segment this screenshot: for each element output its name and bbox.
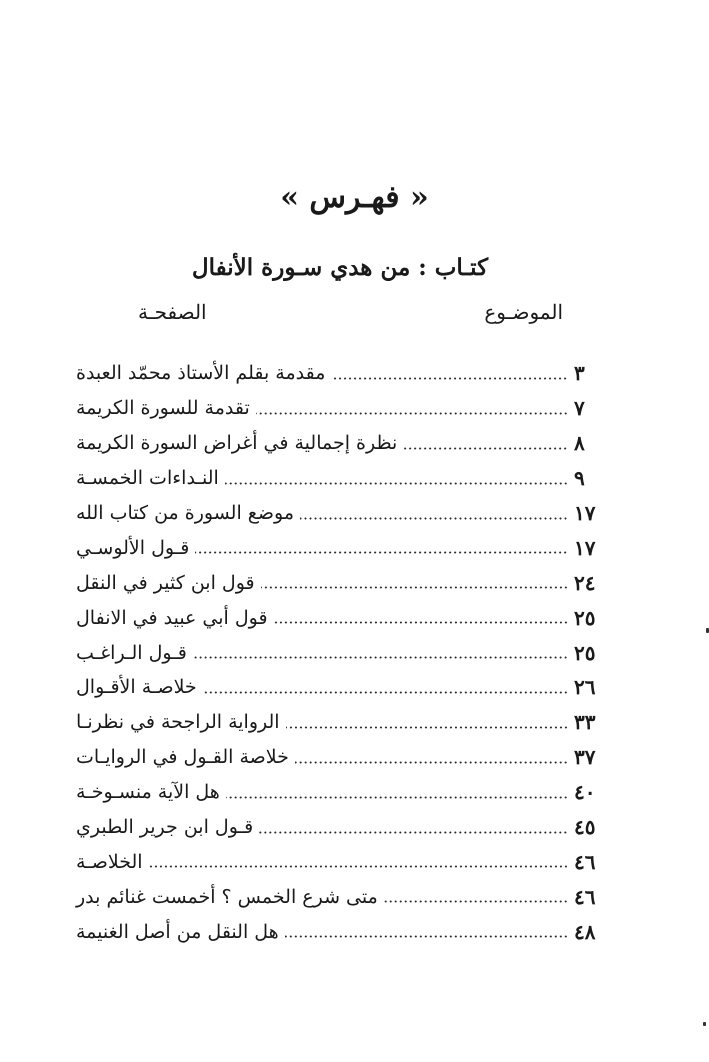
toc-entry-title: الرواية الراجحة في نظرنـا: [76, 711, 280, 734]
toc-entry-page-number: ٩: [574, 466, 585, 491]
toc-entry-page-number: ٢٤: [574, 570, 596, 595]
toc-entry: [76, 356, 614, 391]
dot-leader: [285, 935, 568, 938]
page-column-header: الصفحـة: [138, 300, 207, 324]
toc-entry: [76, 740, 614, 775]
dot-leader: [286, 726, 568, 729]
toc-entry-title: قول أبي عبيد في الانفال: [76, 606, 268, 629]
toc-entry-page-number: ٢٥: [574, 605, 596, 630]
toc-entry-title: النـداءات الخمسـة: [76, 467, 219, 490]
dot-leader: [225, 482, 568, 485]
toc-entry-page-number: ٤٠: [574, 780, 596, 805]
toc-entry: [76, 775, 614, 810]
toc-entry-title: تقدمة للسورة الكريمة: [76, 397, 250, 420]
toc-entry: [76, 461, 614, 496]
toc-entry: [76, 705, 614, 740]
toc-entry: [76, 530, 614, 565]
topic-column-header: الموضـوع: [484, 300, 563, 324]
toc-entry-page-number: ٤٥: [574, 815, 596, 840]
dot-leader: [149, 865, 568, 868]
toc-entry-title: قـول الألوسـي: [76, 536, 190, 559]
toc-entry-title: هل الآية منسـوخـة: [76, 781, 220, 804]
scan-speck: [703, 1022, 706, 1026]
dot-leader: [226, 796, 568, 799]
dot-leader: [384, 900, 568, 903]
toc-entry-page-number: ٨: [574, 431, 585, 456]
toc-entry: [76, 426, 614, 461]
toc-entry: [76, 565, 614, 600]
toc-entry-title: قول ابن كثير في النقل: [76, 571, 255, 594]
dot-leader: [195, 551, 568, 554]
toc-entry-page-number: ٤٦: [574, 849, 596, 874]
toc-entry-page-number: ٣: [574, 361, 585, 386]
toc-entry-page-number: ٢٦: [574, 675, 596, 700]
dot-leader: [300, 517, 568, 520]
dot-leader: [203, 691, 568, 694]
toc-entry: [76, 810, 614, 845]
toc-entry-page-number: ٤٦: [574, 884, 596, 909]
toc-entry: [76, 670, 614, 705]
toc-entry-title: قـول الـراغـب: [76, 641, 187, 664]
toc-entry-page-number: ١٧: [574, 501, 596, 525]
toc-entry-page-number: ٤٨: [574, 919, 596, 944]
dot-leader: [274, 621, 568, 624]
dot-leader: [295, 761, 568, 764]
toc-entry-title: متى شرع الخمس ؟ أخمست غنائم بدر: [76, 885, 378, 908]
book-title: كتـاب : من هدي سـورة الأنفال: [191, 254, 489, 281]
toc-entry-title: موضع السورة من كتاب الله: [76, 502, 294, 524]
toc-entry: [76, 391, 614, 426]
toc-entry-title: الخلاصـة: [76, 850, 143, 873]
toc-entry-title: خلاصة القـول في الروايـات: [76, 746, 289, 769]
toc-entry: [76, 635, 614, 670]
dot-leader: [403, 447, 568, 450]
toc-entry-title: قـول ابن جرير الطبري: [76, 816, 254, 839]
toc-entry-title: هل النقل من أصل الغنيمة: [76, 920, 279, 943]
dot-leader: [193, 656, 568, 659]
toc-entry: [76, 496, 614, 531]
dot-leader: [331, 377, 568, 380]
dot-leader: [256, 412, 568, 415]
dot-leader: [261, 586, 568, 589]
toc-entry-page-number: ٣٣: [574, 710, 596, 735]
toc-entry-title: نظرة إجمالية في أغراض السورة الكريمة: [76, 432, 398, 455]
dot-leader: [259, 831, 568, 834]
toc-entry: [76, 914, 614, 949]
table-of-contents: [76, 356, 614, 949]
toc-entry-page-number: ٧: [574, 396, 585, 421]
toc-entry: [76, 600, 614, 635]
toc-entry: [76, 844, 614, 879]
index-title: « فهـرس »: [280, 180, 429, 215]
toc-entry-page-number: ١٧: [574, 535, 596, 560]
toc-entry-title: خلاصـة الأقـوال: [76, 676, 197, 699]
toc-entry-title: مقدمة بقلم الأستاذ محمّد العبدة: [76, 362, 326, 385]
toc-entry-page-number: ٢٥: [574, 640, 596, 665]
toc-entry-page-number: ٣٧: [574, 745, 596, 770]
toc-entry: [76, 879, 614, 914]
